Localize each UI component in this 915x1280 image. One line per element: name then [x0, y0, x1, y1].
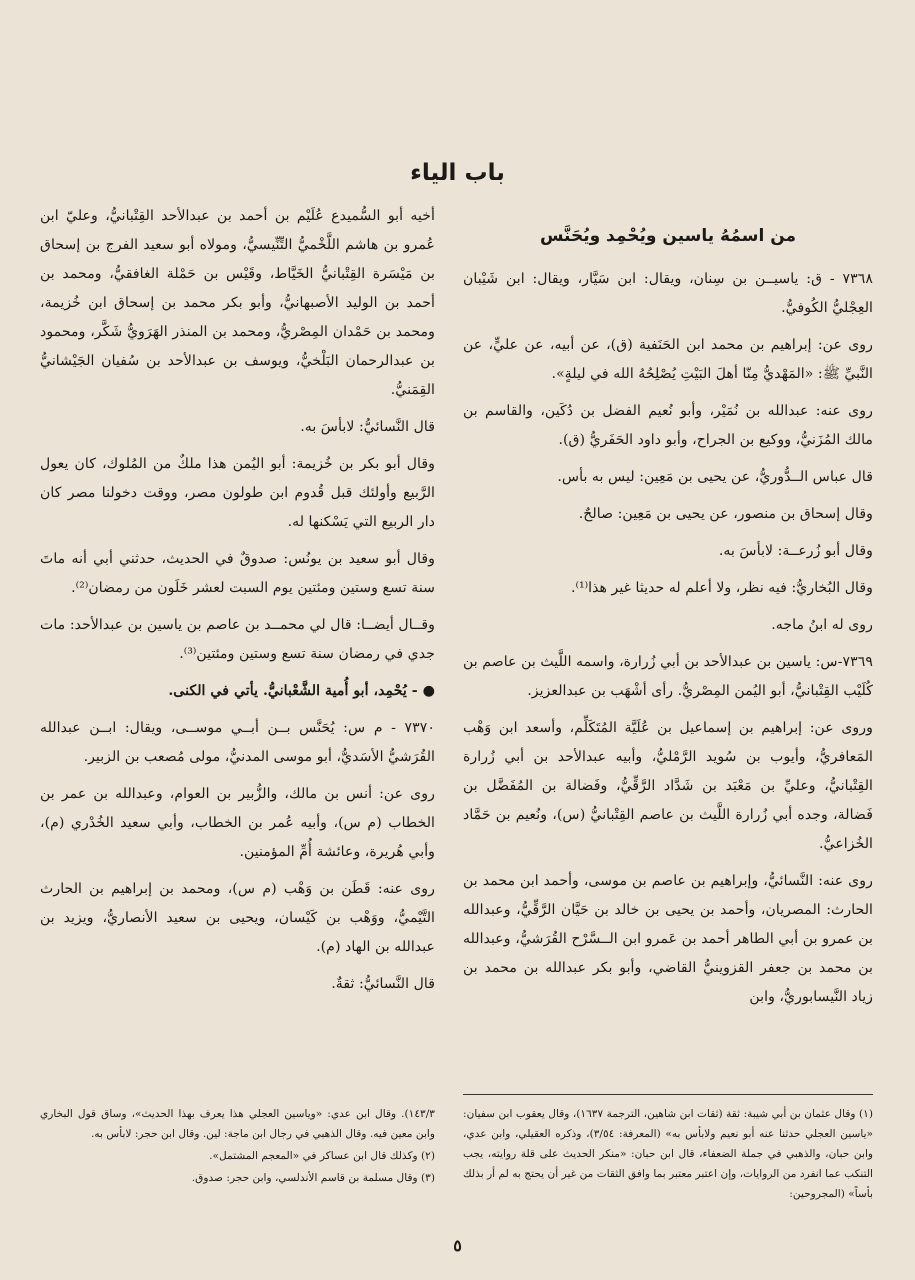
narrated-from: روى عن: إبراهيم بن محمد ابن الحَنَفية (ق)، عن أبيه، عن عليٍّ، عن النَّبيِّ ﷺ: «المَهْديُّ مِنّا أهلَ البَيْتِ يُصْلِحُهُ الله في ليلةٍ». — [463, 337, 873, 382]
chapter-title: باب الياء — [410, 160, 505, 186]
opinion-abu-zura: وقال أبو زُرعــة: لابأسَ به. — [718, 543, 873, 559]
left-column — [40, 202, 435, 1007]
entry-7370-heading: ٧٣٧٠ - م س: يُحَنَّس بــن أبــي موســى، ويقال: ابــن عبدالله القُرَشيُّ الأسَديُّ، أبو موسى المدنيُّ، مولى مُصعب بن الزبير. — [40, 720, 435, 765]
footnote-3: (٣) وقال مسلمة بن قاسم الأندلسي، وابن حجر: صدوق. — [191, 1172, 435, 1184]
entry-7369-heading: ٧٣٦٩-س: ياسين بن عبدالأحد بن أبي زُرارة، واسمه اللَّيث بن عاصم بن كُلَيْب القِتْبانيُّ، أبو اليُمن المِصْريُّ. رأى أشْهَب بن عبدالعزيز. — [463, 654, 873, 699]
narrated-from-7370: روى عن: أنس بن مالك، والزُّبير بن العوام، وعبدالله بن عمر بن الخطاب (م س)، وأبيه عُمر بن الخطاب، وأبي سعيد الخُدْري (م)، وأبي هُريرة، وعائشة أُمِّ المؤمنين. — [40, 786, 435, 860]
footnote-2: (٢) وكذلك قال ابن عساكر في «المعجم المشتمل». — [209, 1150, 435, 1162]
opinion-nasai: قال النَّسائيُّ: لابأسَ به. — [300, 419, 435, 435]
opinion-nasai-7370: قال النَّسائيُّ: ثقةٌ. — [331, 976, 435, 992]
narrated-by-7369: روى عنه: النَّسائيُّ، وإبراهيم بن عاصم بن موسى، وأحمد ابن محمد بن الحارث: المصريان، وأحمد بن يحيى بن خالد بن حَيَّان الرَّقِّيُّ، وعبدالله بن عمرو بن أبي الطاهر أحمد بن عَمرو ابن الــسَّرْح القُرَشيُّ، وعبدالله بن محمد بن جعفر القزوينيُّ القاضي، وأبو بكر عبدالله بن محمد بن زياد النَّيسابوريُّ، وابن — [463, 873, 873, 1005]
continued-narrators: أخيه أبو السُّميدع عُلَيْم بن أحمد بن عبدالأحد القِتْبانيُّ، وعليّ ابن عُمرو بن هاشم اللَّخْميُّ التِّنِّيسيُّ، ومولاه أبو سعيد الفرج بن إسحاق بن مَيْسَرة القِتْبانيُّ الخَيَّاط، وقَيْس بن حَمْلة الغافقيُّ، ومحمد بن أحمد بن الوليد الأصبهانيُّ، وأبو بكر محمد بن إسحاق ابن خُزيمة، ومحمد بن حَمْدان المِصْريُّ، ومحمد بن المنذر الهَرَويُّ شَكَّر، ومحمود بن عبدالرحمان البَلْخيُّ، ويوسف بن عبدالأحد بن سُفيان الجَيْشانيُّ القِمَنيُّ. — [40, 208, 435, 398]
narrated-from-7369: وروى عن: إبراهيم بن إسماعيل بن عُلَيَّة المُتَكَلِّم، وأسعد ابن وَهْب المَعافريُّ، وأيوب بن سُويد الرَّمْليُّ، وأبيه عبدالأحد بن أبي زُرارة القِتْبانيُّ، وعليِّ بن مَعْبَد بن شَدَّاد الرَّقِّيُّ، وفَضالة بن المُفَضَّل بن فَضالة، وجده أبي زُرارة اللَّيث بن عاصم القِتْبانيُّ (س)، ونُعيم بن حَمَّاد الخُزاعيُّ. — [463, 720, 873, 852]
footnote-1: (١) وقال عثمان بن أبي شيبة: ثقة (ثقات ابن شاهين، الترجمة ١٦٣٧)، وقال يعقوب ابن سفيان: «ياسين العجلي حدثنا عنه أبو نعيم ولابأس به» (المعرفة: ٣/٥٤)، وذكره العقيلي، وابن عدي، وابن حبان، والذهبي في جملة الضعفاء، قال ابن حبان: «منكر الحديث على قلة روايته، يجب التنكب عما انفرد من الروايات، وإن اعتبر معتبر بما وافق الثقات من غير أن يحتج به لم أر بذلك بأساً» (المجروحين: — [463, 1108, 873, 1200]
opinion-ishaq: وقال إسحاق بن منصور، عن يحيى بن مَعِين: صالحٌ. — [578, 506, 873, 522]
opinion-bukhari: وقال البُخاريُّ: فيه نظر، ولا أعلم له حديثا غير هذا⁽¹⁾. — [570, 580, 873, 596]
opinion-ibn-khuzayma: وقال أبو بكر بن خُزيمة: أبو اليُمن هذا ملكٌ من المُلوك، كان يعول الرَّبيع وأولئك قبل قُدوم ابن طولون مصر، ووقت دخولنا مصر كان دار الربيع التي يَسْكنها له. — [40, 456, 435, 530]
page-number: ٥ — [453, 1236, 462, 1255]
footnote-1-continued: ١٤٣/٣). وقال ابن عدي: «وياسين العجلي هذا يعرف بهذا الحديث»، وساق قول البخاري وابن معين فيه. وقال الذهبي في رجال ابن ماجة: لين. وقال ابن حجر: لابأس به. — [40, 1108, 435, 1140]
right-column — [463, 222, 873, 1020]
narrated-by: روى عنه: عبدالله بن نُمَيْر، وأبو نُعيم الفضل بن دُكَين، والقاسم بن مالك المُزَنيُّ، ووكيع بن الجراح، وأبو داود الحَفَريُّ (ق). — [463, 403, 873, 448]
opinion-ibn-yunus: وقال أبو سعيد بن يونُس: صدوقٌ في الحديث، حدثني أبي أنه ماتَ سنة تسع وستين ومئتين يوم السبت لعشر خَلَون من رمضان⁽²⁾. — [40, 551, 435, 596]
entry-7368-heading: ٧٣٦٨ - ق: ياسيــن بن سِنان، ويقال: ابن سَيَّار، ويقال: ابن شَيْبان العِجْليُّ الكُوفيُّ. — [463, 271, 873, 316]
footnote-divider — [463, 1094, 873, 1095]
footnotes-right — [463, 1104, 873, 1206]
narrated-by-ibn-majah: روى له ابنُ ماجه. — [771, 617, 873, 633]
narrated-by-7370: روى عنه: قَطَن بن وَهْب (م س)، ومحمد بن إبراهيم بن الحارث التَّيْميُّ، ووَهْب بن كَيْسان، ويحيى بن سعيد الأنصاريُّ، ويزيد بن عبدالله بن الهاد (م). — [40, 881, 435, 955]
section-title: من اسمُهُ ياسين ويُحْمِد ويُحَنَّس — [539, 226, 797, 246]
footnotes-left — [40, 1104, 435, 1190]
opinion-also: وقــال أيضــا: قال لي محمــد بن عاصم بن ياسين بن عبدالأحد: مات جدي في رمضان سنة تسع وستين ومئتين⁽³⁾. — [40, 617, 435, 662]
opinion-abbas: قال عباس الــدُّوريُّ، عن يحيى بن مَعِين: ليس به بأس. — [557, 469, 873, 485]
cross-reference-yuhmid: ● - يُحْمِد، أبو أُمية الشَّعْبانيُّ. يأتي في الكنى. — [168, 683, 435, 699]
